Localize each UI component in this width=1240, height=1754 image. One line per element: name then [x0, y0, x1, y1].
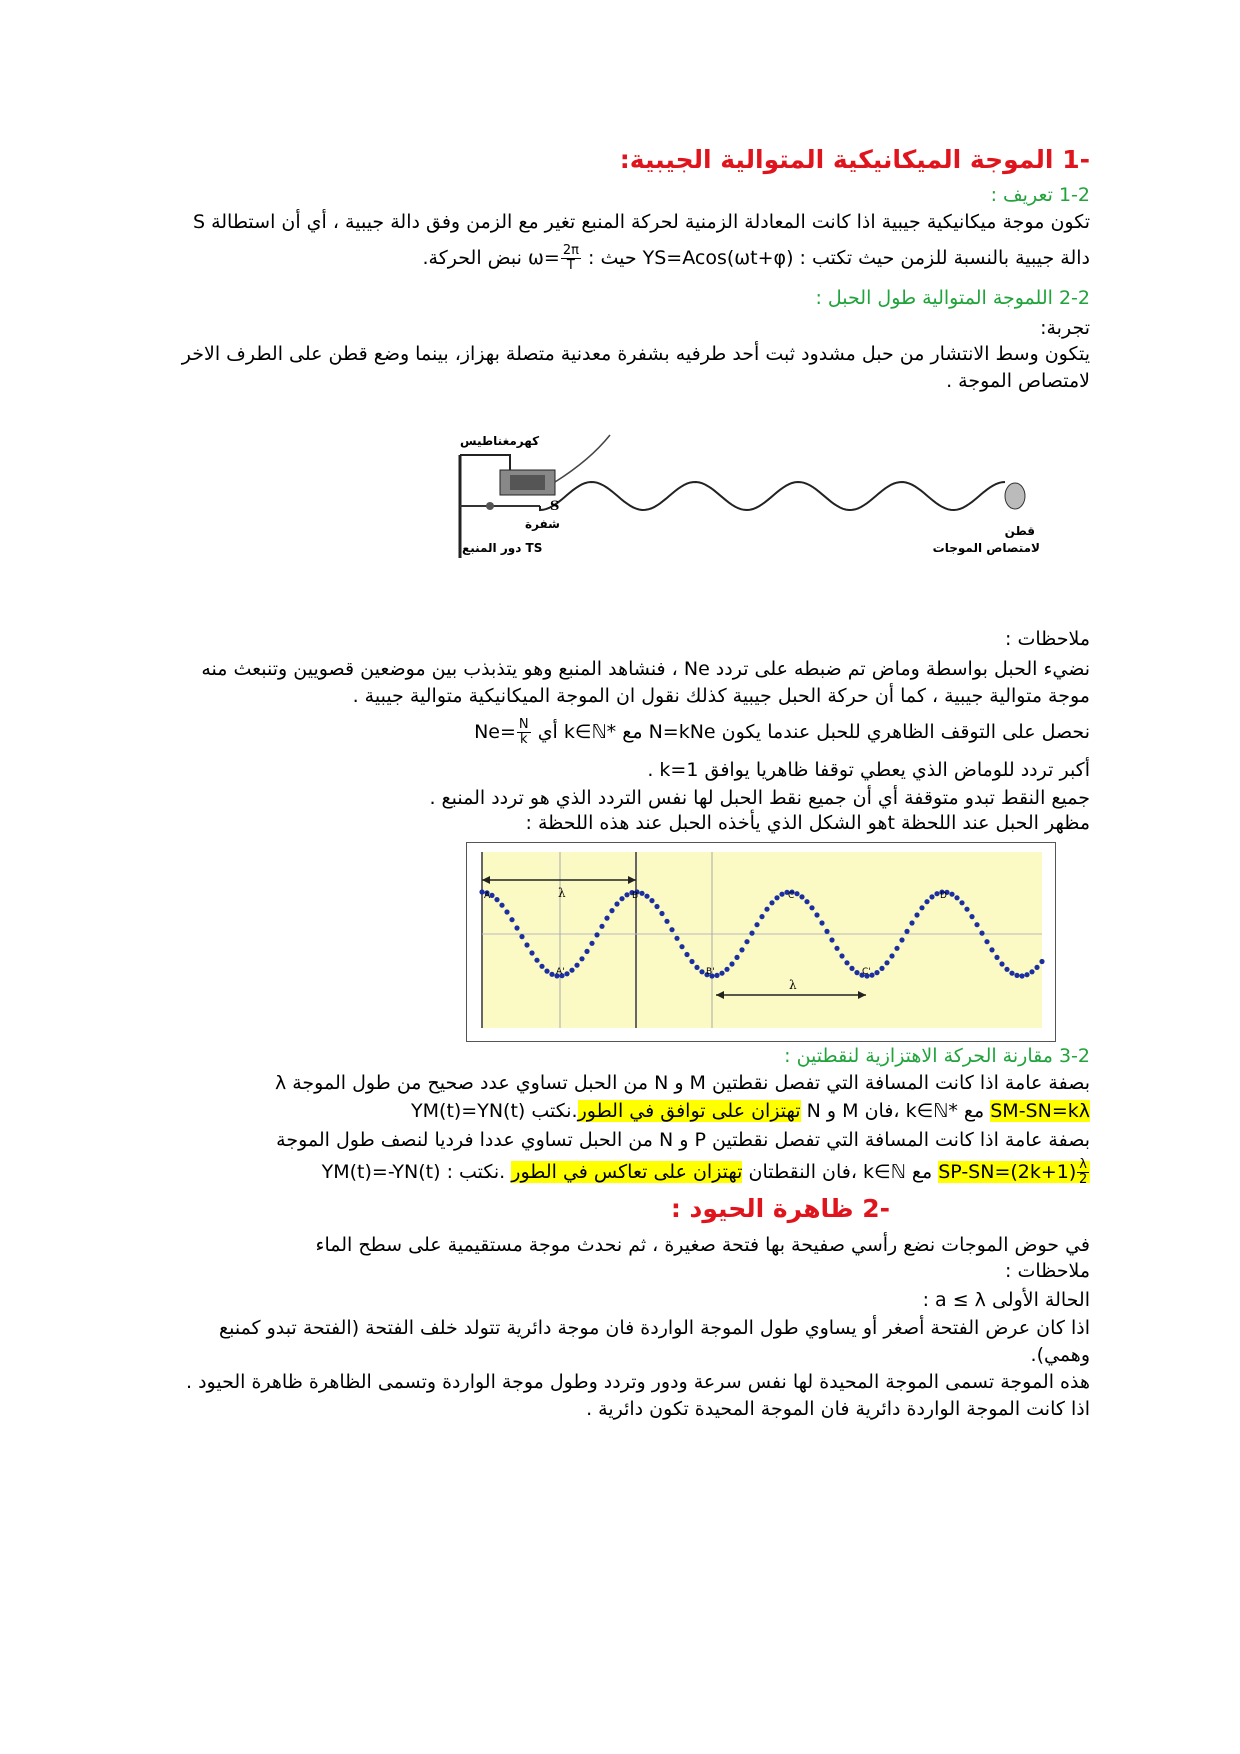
p1-text-c: .نكتب — [531, 1100, 578, 1122]
rope-dot — [584, 949, 589, 954]
rope-dot — [949, 892, 954, 897]
section3-p2-line1: بصفة عامة اذا كانت المسافة التي تفصل نقطتين P و N من الحبل تساوي عددا فرديا لنصف طول الموجة — [276, 1129, 1090, 1151]
rope-wave — [540, 482, 1005, 510]
rope-snapshot-figure — [466, 842, 1056, 1042]
rope-dot — [524, 942, 529, 947]
rope-dot — [514, 925, 519, 930]
section3-title: 3-2 مقارنة الحركة الاهتزازية لنقطتين : — [784, 1045, 1090, 1067]
rope-dot — [549, 972, 554, 977]
rope-dot — [984, 939, 989, 944]
rope-dot — [899, 937, 904, 942]
definition-title: 1-2 تعريف : — [990, 184, 1090, 206]
notes-line6: مظهر الحبل عند اللحظة tهو الشكل الذي يأخذه الحبل عند هذه اللحظة : — [525, 812, 1090, 834]
rope-dot — [809, 905, 814, 910]
section4-notes-title: ملاحظات : — [1005, 1260, 1090, 1282]
rope-dot — [579, 956, 584, 961]
definition-line1: تكون موجة ميكانيكية جيبية اذا كانت المعادلة الزمنية لحركة المنبع تغير مع الزمن وفق دالة جيبية ، أي أن استطالة S — [192, 211, 1090, 233]
condition-equation: N=kNe — [648, 721, 716, 743]
notes-line4: أكبر تردد للوماض الذي يعطي توقفا ظاهريا يوافق k=1 . — [647, 759, 1090, 781]
rope-dot — [994, 955, 999, 960]
label-absorb-waves: لامتصاص الموجات — [932, 541, 1040, 555]
rope-dot — [964, 907, 969, 912]
rope-dot — [889, 953, 894, 958]
rope-dot — [714, 973, 719, 978]
label-electromagnet: كهرمغناطيس — [460, 434, 540, 448]
definition-text-a: دالة جيبية بالنسبة للزمن حيث تكتب : — [799, 247, 1090, 269]
p2-k-set: k∈ℕ — [863, 1161, 906, 1183]
notes-title: ملاحظات : — [1005, 628, 1090, 650]
rope-dot — [719, 971, 724, 976]
rope-dot — [1004, 967, 1009, 972]
source-equation: YS=Acos(ωt+φ) — [642, 247, 794, 269]
notes-line5: جميع النقط تبدو متوقفة أي أن جميع نقط الحبل لها نفس التردد الذي هو تردد المنبع . — [429, 787, 1090, 809]
rope-dot — [959, 900, 964, 905]
label-s: S — [550, 499, 560, 514]
experiment-line2: لامتصاص الموجة . — [946, 370, 1090, 392]
rope-dot — [814, 912, 819, 917]
rope-dot — [694, 965, 699, 970]
point-label: D — [940, 891, 947, 901]
rope-dot — [574, 963, 579, 968]
rope-dot — [619, 896, 624, 901]
rope-dot — [564, 971, 569, 976]
rope-dot — [934, 891, 939, 896]
section4-line2: اذا كان عرض الفتحة أصغر أو يساوي طول الموجة الواردة فان موجة دائرية تتولد خلف الفتحة (الفتحة تبدو كمنبع — [218, 1317, 1090, 1339]
rope-dot — [989, 947, 994, 952]
rope-dot — [544, 969, 549, 974]
rope-dot — [669, 927, 674, 932]
rope-dot — [924, 899, 929, 904]
rope-dot — [624, 892, 629, 897]
section4-line1: في حوض الموجات نضع رأسي صفيحة بها فتحة صغيرة ، ثم نحدث موجة مستقيمية على سطح الماء — [315, 1234, 1090, 1256]
rope-dot — [929, 894, 934, 899]
point-label: C — [788, 891, 795, 901]
rope-dot — [534, 958, 539, 963]
notes-text-c: أي — [537, 721, 558, 743]
rope-dot — [759, 914, 764, 919]
rope-dot — [529, 950, 534, 955]
antiphase-highlight: تهتزان على تعاكس في الطور — [511, 1161, 743, 1183]
rope-dot — [609, 908, 614, 913]
rope-dot — [969, 914, 974, 919]
rope-dot — [689, 959, 694, 964]
rope-dot — [764, 907, 769, 912]
notes-text-a: نحصل على التوقف الظاهري للحبل عندما يكون — [721, 721, 1090, 743]
section4-line4: هذه الموجة تسمى الموجة المحيدة لها نفس سرعة ودور وتردد وطول موجة الواردة وتسمى الظاهرة ظاهرة الحيود . — [186, 1371, 1090, 1393]
rope-dot — [674, 936, 679, 941]
rope-dot — [1034, 965, 1039, 970]
antiphase-result: YM(t)=-YN(t) — [321, 1161, 441, 1183]
lambda-label-top: λ — [558, 886, 566, 900]
rope-dot — [594, 932, 599, 937]
label-blade: شفرة — [525, 517, 560, 531]
rope-dot — [499, 903, 504, 908]
section4-title: -2 ظاهرة الحيود : — [670, 1194, 890, 1223]
rope-dot — [844, 960, 849, 965]
rope-dot — [1029, 969, 1034, 974]
section4-case1: الحالة الأولى a ≤ λ : — [922, 1289, 1090, 1311]
point-label: C' — [862, 967, 871, 977]
rope-dot — [744, 939, 749, 944]
electromagnet-core — [510, 475, 545, 490]
rope-dot — [849, 966, 854, 971]
section3-p1-line2 — [150, 1098, 1090, 1124]
rope-dot — [614, 901, 619, 906]
rope-dot — [589, 941, 594, 946]
rope-dot — [884, 960, 889, 965]
rope-dot — [504, 909, 509, 914]
rope-dot — [894, 946, 899, 951]
rope-dot — [954, 895, 959, 900]
rope-dot — [749, 931, 754, 936]
cotton-absorber — [1005, 483, 1025, 509]
rope-dot — [494, 897, 499, 902]
omega-formula: ω= $\frac{2\pi}{T}$ — [528, 243, 579, 273]
rope-dot — [639, 891, 644, 896]
point-label: A' — [556, 967, 565, 977]
rope-dot — [519, 934, 524, 939]
rope-dot — [1024, 972, 1029, 977]
section4-line3: وهمي). — [1030, 1344, 1090, 1366]
rope-dot — [854, 970, 859, 975]
point-label: B' — [706, 967, 715, 977]
p1-text-b: ،فان M و N — [806, 1100, 900, 1122]
p1-k-set: k∈ℕ* — [905, 1100, 958, 1122]
rope-dot — [599, 924, 604, 929]
rope-dot — [834, 946, 839, 951]
experiment-title: تجربة: — [1040, 317, 1090, 339]
notes-line3 — [150, 718, 1090, 747]
rope-dot — [919, 905, 924, 910]
rope-wave-title: 2-2 اللموجة المتوالية طول الحبل : — [815, 287, 1090, 309]
p2-text-c: .نكتب : — [446, 1161, 506, 1183]
rope-dot — [979, 931, 984, 936]
antiphase-condition: SP-SN=(2k+1) $\frac{\lambda}{2}$ — [938, 1161, 1090, 1183]
rope-dot — [649, 898, 654, 903]
rope-dot — [699, 969, 704, 974]
rope-dot — [904, 929, 909, 934]
lambda-label-bottom: λ — [789, 978, 797, 992]
rope-dot — [819, 920, 824, 925]
notes-text-b: مع — [622, 721, 643, 743]
rope-experiment-figure — [450, 430, 1050, 560]
rope-dot — [1039, 959, 1044, 964]
p2-text-a: مع — [911, 1161, 933, 1183]
definition-text-c: نبض الحركة. — [422, 247, 522, 269]
rope-dot — [739, 947, 744, 952]
rope-dot — [1019, 973, 1024, 978]
rope-dot — [1014, 973, 1019, 978]
point-label: A — [484, 891, 491, 901]
figure-background — [482, 852, 1042, 1028]
rope-dot — [824, 929, 829, 934]
in-phase-highlight: تهتزان على توافق في الطور — [577, 1100, 801, 1122]
rope-dot — [799, 894, 804, 899]
rope-dot — [659, 911, 664, 916]
rope-dot — [724, 967, 729, 972]
rope-dot — [879, 966, 884, 971]
in-phase-condition: SM-SN=kλ — [990, 1100, 1090, 1122]
rope-dot — [664, 919, 669, 924]
rope-dot — [754, 922, 759, 927]
rope-dot — [774, 895, 779, 900]
notes-line2: موجة متوالية جيبية ، كما أن حركة الحبل جيبية كذلك نقول ان الموجة الميكانيكية متوالية جيبية . — [352, 685, 1090, 707]
ne-formula: Ne= $\frac{N}{k}$ — [474, 717, 529, 747]
document-page — [150, 0, 1090, 1754]
rope-dot — [914, 912, 919, 917]
rope-dot — [769, 900, 774, 905]
definition-line2 — [150, 244, 1090, 273]
rope-dot — [489, 893, 494, 898]
rope-dot — [644, 894, 649, 899]
rope-dot — [654, 904, 659, 909]
rope-dot — [999, 961, 1004, 966]
section4-line5: اذا كانت الموجة الواردة دائرية فان الموجة المحيدة تكون دائرية . — [586, 1398, 1090, 1420]
section1-title: -1 الموجة الميكانيكية المتوالية الجيبية: — [619, 145, 1090, 174]
rope-dot — [509, 917, 514, 922]
rope-dot — [604, 916, 609, 921]
in-phase-result: YM(t)=YN(t) — [411, 1100, 526, 1122]
rope-dot — [974, 922, 979, 927]
point-label: B — [632, 891, 639, 901]
notes-line1: نضيء الحبل بواسطة وماض تم ضبطه على تردد Ne ، فنشاهد المنبع وهو يتذبذب بين موضعين قصويين وتنبعث منه — [201, 658, 1090, 680]
rope-dot — [734, 955, 739, 960]
p2-text-b: ،فان النقطتان — [748, 1161, 857, 1183]
rope-dot — [679, 944, 684, 949]
label-source-period: دور المنبع TS — [462, 541, 543, 555]
definition-text-b: حيث : — [588, 247, 637, 269]
rope-dot — [829, 937, 834, 942]
rope-dot — [684, 952, 689, 957]
rope-dot — [839, 953, 844, 958]
k-set: k∈ℕ* — [563, 721, 617, 743]
section3-p2-line2 — [150, 1158, 1090, 1187]
rope-dot — [539, 964, 544, 969]
rope-dot — [909, 920, 914, 925]
rope-dot — [794, 891, 799, 896]
rope-dot — [874, 970, 879, 975]
rope-dot — [779, 892, 784, 897]
rope-dot — [1009, 971, 1014, 976]
section3-p1-line1: بصفة عامة اذا كانت المسافة التي تفصل نقطتين M و N من الحبل تساوي عدد صحيح من طول الموجة λ — [274, 1072, 1090, 1094]
rope-dot — [804, 899, 809, 904]
rope-dot — [569, 968, 574, 973]
rope-dot — [729, 961, 734, 966]
label-cotton: قطن — [1004, 524, 1035, 538]
experiment-line1: يتكون وسط الانتشار من حبل مشدود ثبت أحد طرفيه بشفرة معدنية متصلة بهزاز، بينما وضع قطن على الطرف الاخر — [181, 343, 1090, 365]
p1-text-a: مع — [963, 1100, 985, 1122]
